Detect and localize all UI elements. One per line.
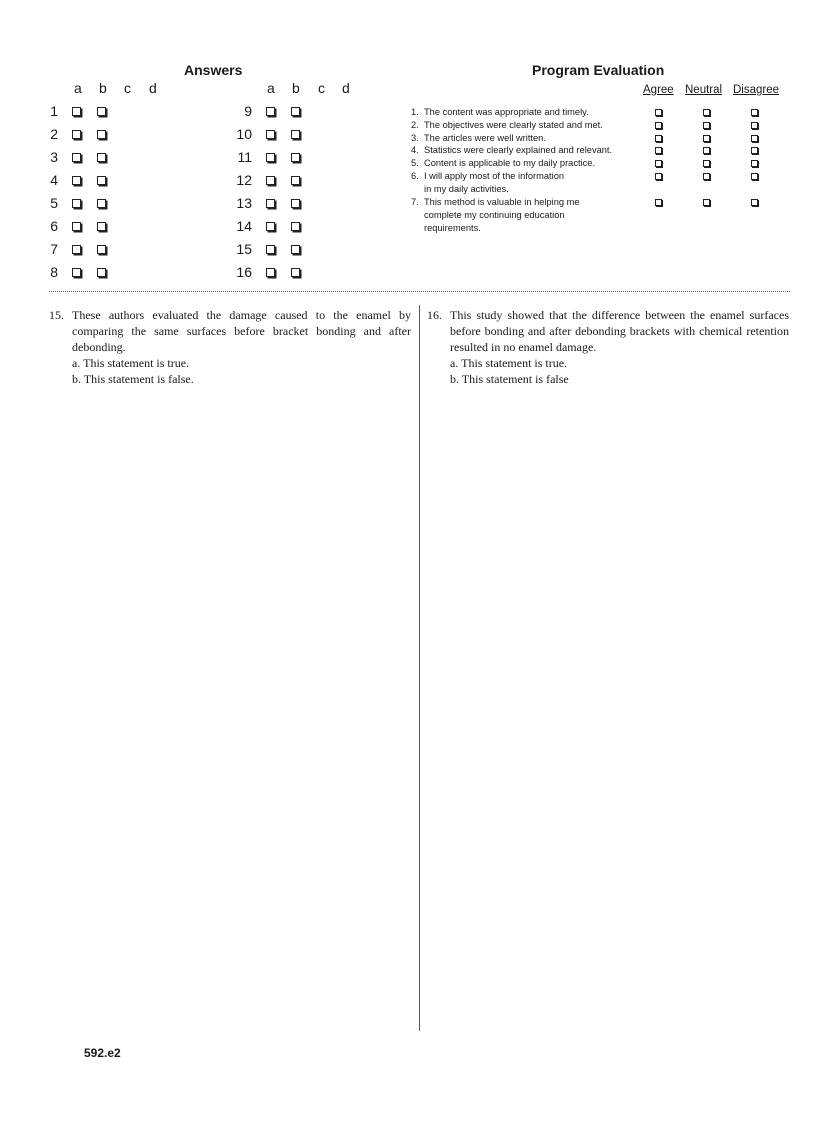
answer-checkbox-b[interactable] bbox=[291, 130, 300, 139]
evaluation-item-number: 2. bbox=[411, 120, 419, 130]
answer-number: 9 bbox=[244, 103, 252, 119]
answers-col-d-right: d bbox=[342, 80, 350, 96]
evaluation-item-text: requirements. bbox=[424, 223, 481, 233]
question-15-number: 15. bbox=[49, 308, 64, 322]
evaluation-item-text: in my daily activities. bbox=[424, 184, 509, 194]
evaluation-checkbox-neutral[interactable] bbox=[703, 173, 710, 180]
answer-checkbox-b[interactable] bbox=[97, 176, 106, 185]
answer-checkbox-b[interactable] bbox=[291, 107, 300, 116]
evaluation-item-number: 7. bbox=[411, 197, 419, 207]
evaluation-item-text: I will apply most of the information bbox=[424, 171, 565, 181]
answer-checkbox-b[interactable] bbox=[97, 222, 106, 231]
answer-checkbox-a[interactable] bbox=[72, 130, 81, 139]
evaluation-checkbox-disagree[interactable] bbox=[751, 173, 758, 180]
answer-number: 11 bbox=[237, 149, 252, 165]
evaluation-checkbox-agree[interactable] bbox=[655, 135, 662, 142]
answers-title: Answers bbox=[184, 62, 243, 78]
question-16-number: 16. bbox=[427, 308, 442, 322]
answer-number: 10 bbox=[236, 126, 252, 142]
program-evaluation-title: Program Evaluation bbox=[532, 62, 665, 78]
answer-checkbox-a[interactable] bbox=[72, 199, 81, 208]
question-16-text: This study showed that the difference between the enamel surfaces before bonding and after debonding brackets with chemical retention resulted in no enamel damage. bbox=[450, 308, 789, 354]
answer-checkbox-b[interactable] bbox=[97, 153, 106, 162]
answers-col-a-right: a bbox=[267, 80, 275, 96]
evaluation-checkbox-agree[interactable] bbox=[655, 147, 662, 154]
evaluation-checkbox-neutral[interactable] bbox=[703, 122, 710, 129]
evaluation-item bbox=[411, 144, 646, 157]
header-neutral: Neutral bbox=[685, 84, 723, 96]
evaluation-checkbox-agree[interactable] bbox=[655, 199, 662, 206]
question-15-option-a: a. This statement is true. bbox=[72, 356, 190, 370]
evaluation-checkbox-neutral[interactable] bbox=[703, 160, 710, 167]
answer-number: 8 bbox=[50, 264, 58, 280]
evaluation-item-number: 1. bbox=[411, 107, 419, 117]
question-15-text: These authors evaluated the damage caused to the enamel by comparing the same surfaces before bracket bonding and after debonding. bbox=[72, 308, 411, 354]
answer-checkbox-b[interactable] bbox=[97, 268, 106, 277]
evaluation-checkbox-disagree[interactable] bbox=[751, 147, 758, 154]
evaluation-item-number: 4. bbox=[411, 145, 419, 155]
answer-checkbox-a[interactable] bbox=[72, 268, 81, 277]
evaluation-item bbox=[411, 157, 646, 170]
evaluation-checkbox-neutral[interactable] bbox=[703, 109, 710, 116]
answers-col-b-left: b bbox=[99, 80, 107, 96]
evaluation-item-number: 3. bbox=[411, 133, 419, 143]
answers-col-d-left: d bbox=[149, 80, 157, 96]
column-divider bbox=[419, 305, 420, 1031]
answer-checkbox-a[interactable] bbox=[72, 153, 81, 162]
evaluation-item-text: The objectives were clearly stated and met. bbox=[424, 120, 603, 130]
evaluation-item-text: Content is applicable to my daily practice. bbox=[424, 158, 596, 168]
evaluation-checkbox-neutral[interactable] bbox=[703, 147, 710, 154]
answer-number: 4 bbox=[50, 172, 58, 188]
answer-number: 14 bbox=[236, 218, 252, 234]
answer-checkbox-b[interactable] bbox=[291, 153, 300, 162]
evaluation-item bbox=[411, 170, 646, 196]
evaluation-item-text: This method is valuable in helping me bbox=[424, 197, 580, 207]
evaluation-item bbox=[411, 106, 646, 119]
answer-checkbox-b[interactable] bbox=[291, 245, 300, 254]
page-number: 592.e2 bbox=[84, 1046, 121, 1060]
answer-checkbox-b[interactable] bbox=[97, 199, 106, 208]
answer-number: 13 bbox=[236, 195, 252, 211]
answer-checkbox-b[interactable] bbox=[291, 222, 300, 231]
answer-checkbox-a[interactable] bbox=[72, 176, 81, 185]
evaluation-item-text: complete my continuing education bbox=[424, 210, 565, 220]
evaluation-checkbox-disagree[interactable] bbox=[751, 160, 758, 167]
question-16-option-a: a. This statement is true. bbox=[450, 356, 568, 370]
evaluation-checkbox-agree[interactable] bbox=[655, 122, 662, 129]
evaluation-checkbox-disagree[interactable] bbox=[751, 199, 758, 206]
evaluation-checkbox-disagree[interactable] bbox=[751, 122, 758, 129]
dotted-divider bbox=[49, 291, 790, 292]
answer-checkbox-a[interactable] bbox=[266, 199, 275, 208]
evaluation-checkbox-neutral[interactable] bbox=[703, 199, 710, 206]
question-16-option-b: b. This statement is false bbox=[450, 372, 569, 386]
answer-number: 2 bbox=[50, 126, 58, 142]
question-16 bbox=[427, 307, 789, 387]
question-15-option-b: b. This statement is false. bbox=[72, 372, 194, 386]
evaluation-checkbox-disagree[interactable] bbox=[751, 109, 758, 116]
answer-number: 5 bbox=[50, 195, 58, 211]
evaluation-item bbox=[411, 119, 646, 132]
answer-number: 1 bbox=[50, 103, 58, 119]
answers-col-c-right: c bbox=[318, 80, 325, 96]
answer-checkbox-b[interactable] bbox=[97, 107, 106, 116]
answer-number: 7 bbox=[50, 241, 58, 257]
answer-checkbox-a[interactable] bbox=[266, 176, 275, 185]
answer-checkbox-a[interactable] bbox=[266, 268, 275, 277]
answer-number: 15 bbox=[236, 241, 252, 257]
evaluation-item-text: The articles were well written. bbox=[424, 133, 546, 143]
answer-checkbox-a[interactable] bbox=[72, 107, 81, 116]
answer-checkbox-a[interactable] bbox=[266, 153, 275, 162]
answer-checkbox-a[interactable] bbox=[266, 107, 275, 116]
answer-checkbox-b[interactable] bbox=[291, 268, 300, 277]
answer-checkbox-b[interactable] bbox=[291, 199, 300, 208]
answer-checkbox-a[interactable] bbox=[72, 222, 81, 231]
question-15 bbox=[49, 307, 411, 387]
evaluation-item-text: The content was appropriate and timely. bbox=[424, 107, 589, 117]
evaluation-checkbox-agree[interactable] bbox=[655, 109, 662, 116]
evaluation-checkbox-agree[interactable] bbox=[655, 173, 662, 180]
answers-col-b-right: b bbox=[292, 80, 300, 96]
answer-checkbox-b[interactable] bbox=[291, 176, 300, 185]
answer-checkbox-a[interactable] bbox=[266, 130, 275, 139]
answer-number: 3 bbox=[50, 149, 58, 165]
answers-col-c-left: c bbox=[124, 80, 131, 96]
evaluation-checkbox-neutral[interactable] bbox=[703, 135, 710, 142]
header-agree: Agree bbox=[643, 84, 674, 96]
evaluation-checkbox-agree[interactable] bbox=[655, 160, 662, 167]
evaluation-item-text: Statistics were clearly explained and relevant. bbox=[424, 145, 613, 155]
answers-col-a-left: a bbox=[74, 80, 82, 96]
answer-checkbox-b[interactable] bbox=[97, 130, 106, 139]
evaluation-item-number: 5. bbox=[411, 158, 419, 168]
answer-checkbox-a[interactable] bbox=[266, 222, 275, 231]
evaluation-checkbox-disagree[interactable] bbox=[751, 135, 758, 142]
header-disagree: Disagree bbox=[733, 84, 780, 96]
evaluation-item bbox=[411, 196, 646, 235]
answer-number: 16 bbox=[236, 264, 252, 280]
answer-checkbox-b[interactable] bbox=[97, 245, 106, 254]
evaluation-item-number: 6. bbox=[411, 171, 419, 181]
answer-number: 6 bbox=[50, 218, 58, 234]
answer-checkbox-a[interactable] bbox=[72, 245, 81, 254]
answer-checkbox-a[interactable] bbox=[266, 245, 275, 254]
answer-number: 12 bbox=[236, 172, 252, 188]
